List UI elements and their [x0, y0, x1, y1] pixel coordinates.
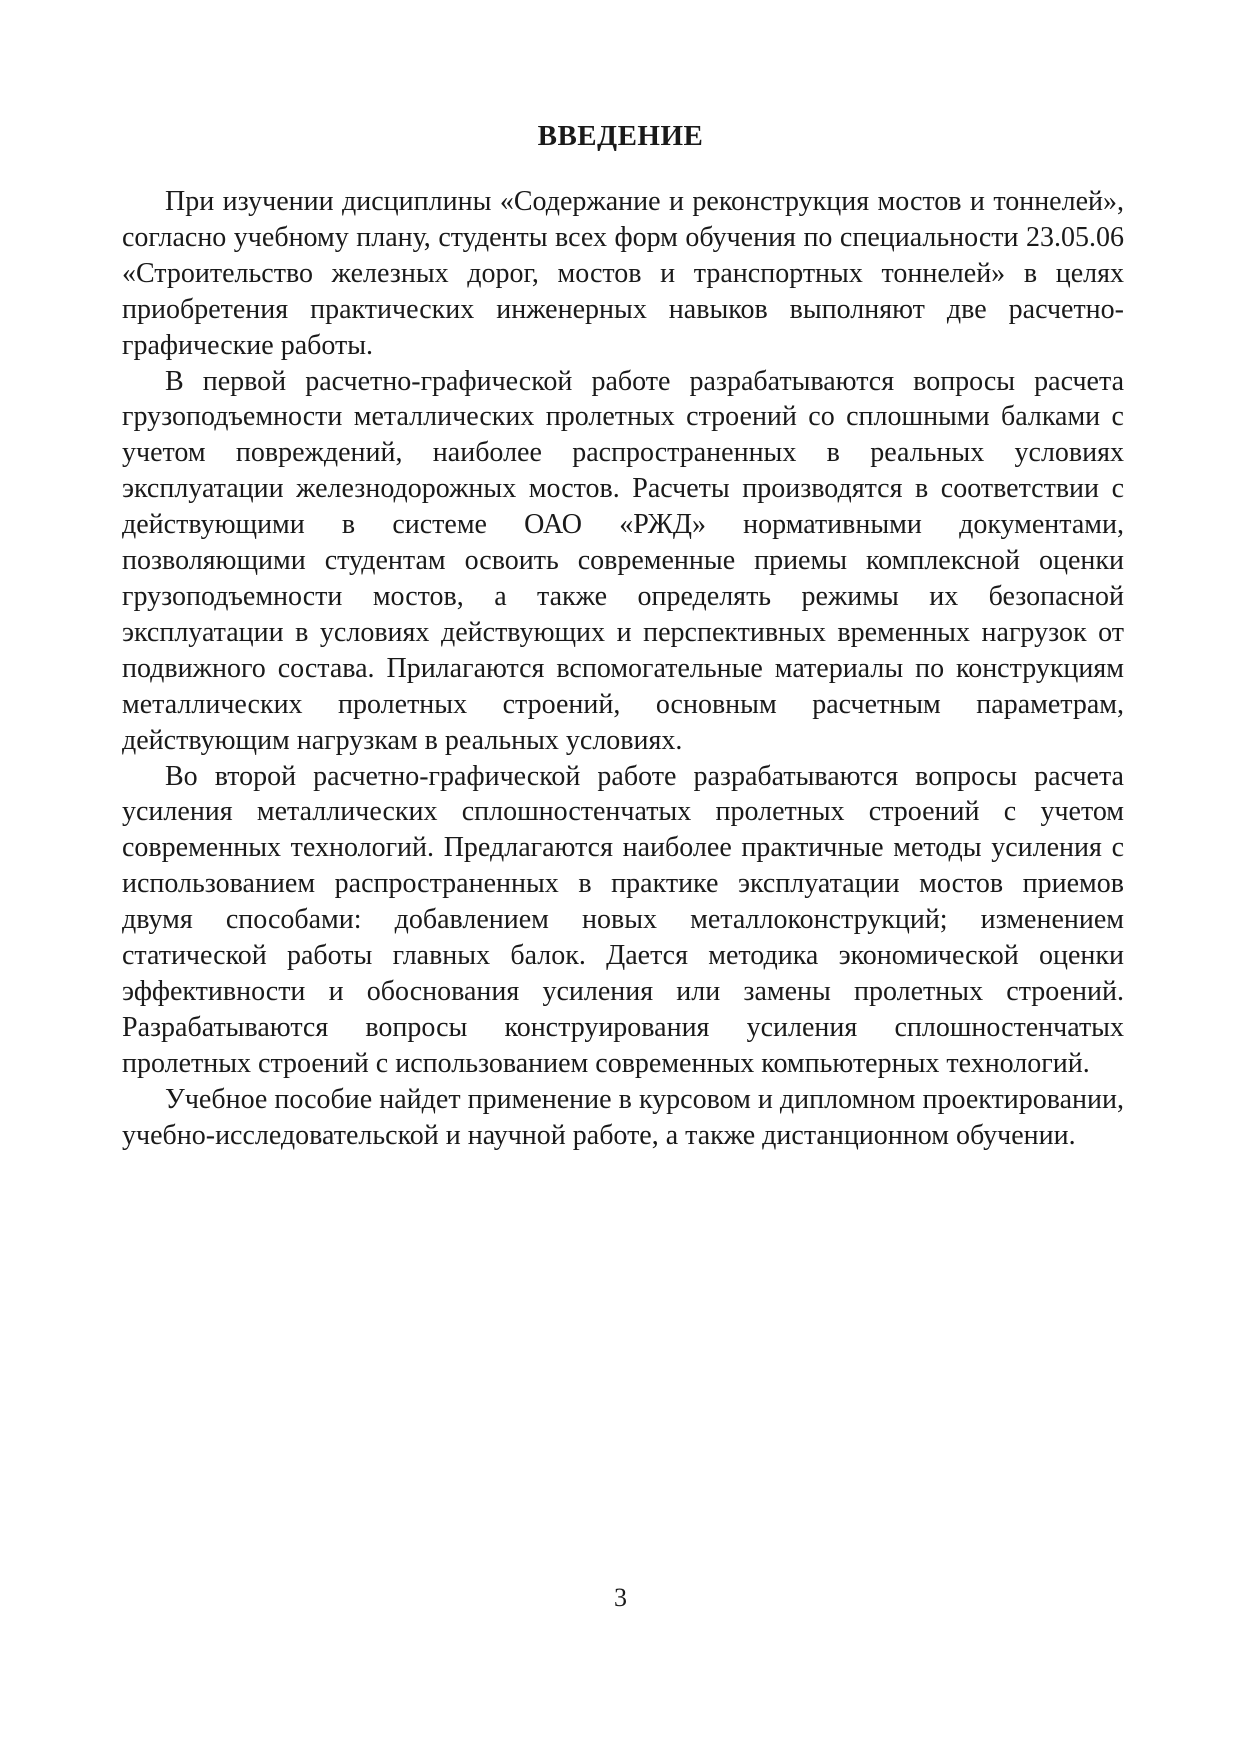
paragraph-3: Во второй расчетно-графической работе разрабатываются вопросы расчета усиления металлических сплошностенчатых пролетных строений с учетом современных технологий. Предлагаются наиболее практичные методы усиления с использованием распространенных в практике эксплуатации мостов приемов двумя способами: добавлением новых металлоконструкций; изменением статической работы главных балок. Дается методика экономической оценки эффективности и обоснования усиления или замены пролетных строений. Разрабатываются вопросы конструирования усиления сплошностенчатых пролетных строений с использованием современных компьютерных технологий. — [122, 760, 1124, 1079]
paragraph-1: При изучении дисциплины «Содержание и реконструкция мостов и тоннелей», согласно учебному плану, студенты всех форм обучения по специальности 23.05.06 «Строительство железных дорог, мостов и транспортных тоннелей» в целях приобретения практических инженерных навыков выполняют две расчетно-графические работы. — [122, 186, 1124, 361]
page-title: ВВЕДЕНИЕ — [537, 120, 704, 152]
paragraph-2: В первой расчетно-графической работе разрабатываются вопросы расчета грузоподъемности металлических пролетных строений со сплошными балками с учетом повреждений, наиболее распространенных в реальных условиях эксплуатации железнодорожных мостов. Расчеты производятся в соответствии с действующими в системе ОАО «РЖД» нормативными документами, позволяющими студентам освоить современные приемы комплексной оценки грузоподъемности мостов, а также определять режимы их безопасной эксплуатации в условиях действующих и перспективных временных нагрузок от подвижного состава. Прилагаются вспомогательные материалы по конструкциям металлических пролетных строений, основным расчетным параметрам, действующим нагрузкам в реальных условиях. — [122, 365, 1124, 756]
page-number: 3 — [614, 1583, 627, 1612]
body-text — [122, 184, 1124, 1153]
paragraph-4: Учебное пособие найдет применение в курсовом и дипломном проектировании, учебно-исследовательской и научной работе, а также дистанционном обучении. — [122, 1083, 1124, 1151]
